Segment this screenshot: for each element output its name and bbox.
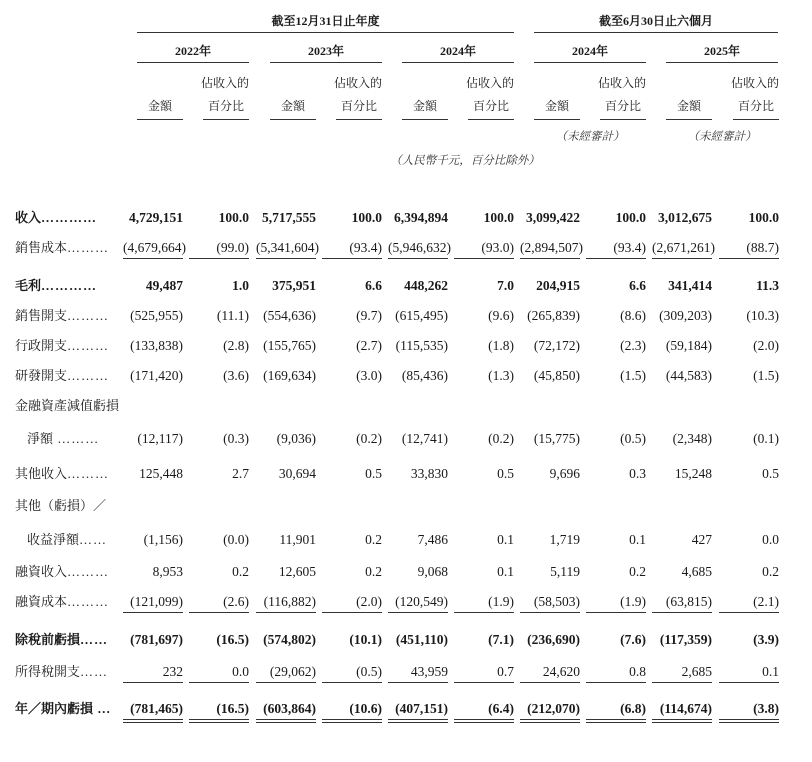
percent-cell: (3.8): [719, 697, 779, 721]
col-header-rule: [600, 119, 646, 120]
percent-cell: (3.0): [356, 368, 382, 383]
amount-cell: (554,636): [263, 308, 316, 323]
amount-cell: (29,062): [256, 660, 316, 684]
col-header-pct-line2: 百分比: [737, 99, 774, 113]
row-label: 淨額 ………: [27, 431, 100, 446]
year-header-2024: 2024年: [439, 44, 476, 58]
col-header-pct-line1: 佔收入的: [465, 76, 514, 90]
col-header-amount: 金額: [280, 99, 305, 113]
percent-cell: 0.2: [629, 564, 646, 579]
row-label: 其他收入………: [15, 466, 110, 481]
amount-cell: 3,012,675: [658, 210, 712, 225]
amount-cell: (4,679,664): [123, 236, 183, 260]
percent-cell: (7.1): [488, 632, 514, 647]
percent-cell: (88.7): [719, 236, 779, 260]
percent-cell: 100.0: [615, 210, 646, 225]
percent-cell: (93.4): [322, 236, 382, 260]
amount-cell: (615,495): [395, 308, 448, 323]
table-row: [0, 628, 812, 652]
percent-cell: (0.3): [223, 431, 249, 446]
percent-cell: 0.1: [497, 564, 514, 579]
percent-cell: (10.6): [322, 697, 382, 721]
amount-cell: (63,815): [652, 590, 712, 614]
percent-cell: (93.4): [586, 236, 646, 260]
unaudited-note-2025: （未經審計）: [687, 131, 757, 143]
amount-cell: 43,959: [388, 660, 448, 684]
percent-cell: (2.7): [356, 338, 382, 353]
year-rule: [534, 62, 646, 63]
amount-cell: 8,953: [152, 564, 183, 579]
unaudited-note-2024: （未經審計）: [555, 131, 625, 143]
percent-cell: 100.0: [483, 210, 514, 225]
percent-cell: 100.0: [218, 210, 249, 225]
row-label: 年／期內虧損 …: [15, 701, 112, 716]
percent-cell: (2.0): [322, 590, 382, 614]
amount-cell: (59,184): [665, 338, 712, 353]
year-header-2022: 2022年: [174, 44, 211, 58]
amount-cell: 375,951: [272, 278, 316, 293]
amount-cell: 11,901: [279, 532, 316, 547]
amount-cell: (116,882): [256, 590, 316, 614]
amount-cell: (574,802): [263, 632, 316, 647]
table-row: [0, 660, 812, 684]
year-rule: [402, 62, 514, 63]
row-label: 金融資產減值虧損: [15, 398, 120, 413]
row-label: 收益淨額……: [27, 532, 108, 547]
year-header-2025-interim: 2025年: [703, 44, 740, 58]
percent-cell: 6.6: [629, 278, 646, 293]
amount-cell: 1,719: [549, 532, 580, 547]
percent-cell: (1.8): [488, 338, 514, 353]
header-interim-period: 截至6月30日止六個月: [598, 14, 713, 28]
amount-cell: 15,248: [674, 466, 712, 481]
table-row: [0, 560, 812, 584]
col-header-pct-line1: 佔收入的: [333, 76, 382, 90]
row-label: 收入…………: [15, 210, 98, 225]
unit-note: （人民幣千元，百分比除外）: [390, 155, 540, 167]
amount-cell: (44,583): [665, 368, 712, 383]
table-row: [0, 334, 812, 358]
percent-cell: (1.9): [454, 590, 514, 614]
amount-cell: (15,775): [533, 431, 580, 446]
table-row: [0, 236, 812, 260]
percent-cell: 0.5: [762, 466, 779, 481]
amount-cell: 125,448: [139, 466, 183, 481]
table-row: [0, 206, 812, 230]
amount-cell: 4,685: [681, 564, 712, 579]
amount-cell: 4,729,151: [129, 210, 183, 225]
percent-cell: (2.3): [620, 338, 646, 353]
amount-cell: (407,151): [388, 697, 448, 721]
table-row: [0, 364, 812, 388]
amount-cell: 5,119: [550, 564, 580, 579]
percent-cell: 0.0: [762, 532, 779, 547]
percent-cell: 0.5: [497, 466, 514, 481]
year-rule: [270, 62, 382, 63]
percent-cell: (0.5): [322, 660, 382, 684]
percent-cell: 0.1: [719, 660, 779, 684]
percent-cell: (8.6): [620, 308, 646, 323]
amount-cell: 448,262: [404, 278, 448, 293]
col-header-amount: 金額: [544, 99, 569, 113]
amount-cell: 232: [123, 660, 183, 684]
amount-cell: 6,394,894: [394, 210, 448, 225]
amount-cell: 49,487: [145, 278, 183, 293]
amount-cell: (5,946,632): [388, 236, 448, 260]
amount-cell: (309,203): [659, 308, 712, 323]
percent-cell: (1.5): [753, 368, 779, 383]
amount-cell: (603,864): [256, 697, 316, 721]
percent-cell: 0.1: [629, 532, 646, 547]
percent-cell: 100.0: [748, 210, 779, 225]
row-label: 融資收入………: [15, 564, 110, 579]
percent-cell: 0.3: [629, 466, 646, 481]
amount-cell: (2,348): [672, 431, 712, 446]
amount-cell: 341,414: [668, 278, 712, 293]
col-header-pct-line1: 佔收入的: [200, 76, 249, 90]
amount-cell: (114,674): [652, 697, 712, 721]
row-label: 融資成本………: [15, 594, 110, 609]
row-label: 銷售開支………: [15, 308, 110, 323]
percent-cell: 6.6: [365, 278, 382, 293]
amount-cell: (2,671,261): [652, 236, 712, 260]
percent-cell: 0.5: [365, 466, 382, 481]
percent-cell: 2.7: [232, 466, 249, 481]
col-header-pct-line1: 佔收入的: [597, 76, 646, 90]
amount-cell: (72,172): [533, 338, 580, 353]
amount-cell: (1,156): [143, 532, 183, 547]
amount-cell: (9,036): [276, 431, 316, 446]
col-header-amount: 金額: [676, 99, 701, 113]
amount-cell: (171,420): [130, 368, 183, 383]
amount-cell: 427: [691, 532, 712, 547]
row-label: 毛利…………: [15, 278, 98, 293]
col-header-amount: 金額: [412, 99, 437, 113]
percent-cell: 0.8: [586, 660, 646, 684]
amount-cell: (169,634): [263, 368, 316, 383]
col-header-pct-line2: 百分比: [604, 99, 641, 113]
percent-cell: 0.2: [365, 564, 382, 579]
col-header-rule: [402, 119, 448, 120]
amount-cell: (12,117): [137, 431, 183, 446]
table-row: [0, 427, 812, 451]
percent-cell: (3.9): [753, 632, 779, 647]
amount-cell: 3,099,422: [526, 210, 580, 225]
year-header-2023: 2023年: [307, 44, 344, 58]
percent-cell: (11.1): [216, 308, 249, 323]
col-header-rule: [137, 119, 183, 120]
amount-cell: (133,838): [130, 338, 183, 353]
percent-cell: 0.0: [189, 660, 249, 684]
table-row: [0, 304, 812, 328]
row-label: 研發開支………: [15, 368, 110, 383]
percent-cell: 7.0: [497, 278, 514, 293]
col-header-pct-line2: 百分比: [340, 99, 377, 113]
amount-cell: (58,503): [520, 590, 580, 614]
percent-cell: 100.0: [351, 210, 382, 225]
col-header-rule: [203, 119, 249, 120]
col-header-amount: 金額: [147, 99, 172, 113]
amount-cell: (5,341,604): [256, 236, 316, 260]
amount-cell: 33,830: [410, 466, 448, 481]
year-rule: [666, 62, 778, 63]
amount-cell: 12,605: [278, 564, 316, 579]
percent-cell: (9.6): [488, 308, 514, 323]
amount-cell: (451,110): [395, 632, 448, 647]
percent-cell: (3.6): [223, 368, 249, 383]
percent-cell: 0.1: [497, 532, 514, 547]
amount-cell: 30,694: [278, 466, 316, 481]
amount-cell: (12,741): [401, 431, 448, 446]
percent-cell: (2.1): [719, 590, 779, 614]
percent-cell: (99.0): [189, 236, 249, 260]
percent-cell: (0.2): [488, 431, 514, 446]
amount-cell: (265,839): [527, 308, 580, 323]
col-header-rule: [733, 119, 779, 120]
amount-cell: (45,850): [533, 368, 580, 383]
amount-cell: (155,765): [263, 338, 316, 353]
amount-cell: 204,915: [536, 278, 580, 293]
percent-cell: (7.6): [620, 632, 646, 647]
percent-cell: 0.7: [454, 660, 514, 684]
percent-cell: (10.3): [746, 308, 779, 323]
percent-cell: 11.3: [756, 278, 779, 293]
row-label: 所得稅開支……: [15, 664, 109, 679]
amount-cell: (85,436): [401, 368, 448, 383]
col-header-pct-line1: 佔收入的: [730, 76, 779, 90]
percent-cell: (0.0): [223, 532, 249, 547]
percent-cell: (6.8): [586, 697, 646, 721]
table-row: [0, 462, 812, 486]
percent-cell: (2.8): [223, 338, 249, 353]
header-annual-period: 截至12月31日止年度: [271, 14, 380, 28]
amount-cell: 5,717,555: [262, 210, 316, 225]
amount-cell: 9,696: [549, 466, 580, 481]
percent-cell: (1.9): [586, 590, 646, 614]
percent-cell: 1.0: [232, 278, 249, 293]
percent-cell: (93.0): [454, 236, 514, 260]
percent-cell: (16.5): [216, 632, 249, 647]
col-header-rule: [336, 119, 382, 120]
table-row: [0, 394, 812, 418]
percent-cell: 0.2: [365, 532, 382, 547]
percent-cell: (2.0): [753, 338, 779, 353]
amount-cell: 7,486: [417, 532, 448, 547]
row-label: 除稅前虧損……: [15, 632, 109, 647]
percent-cell: (10.1): [349, 632, 382, 647]
row-label: 銷售成本………: [15, 240, 110, 255]
table-row: [0, 274, 812, 298]
col-header-pct-line2: 百分比: [472, 99, 509, 113]
header-rule-annual: [137, 32, 514, 33]
table-row: [0, 590, 812, 614]
amount-cell: (120,549): [388, 590, 448, 614]
amount-cell: (236,690): [527, 632, 580, 647]
amount-cell: (115,535): [395, 338, 448, 353]
header-rule-interim: [534, 32, 778, 33]
percent-cell: (0.1): [753, 431, 779, 446]
col-header-rule: [270, 119, 316, 120]
row-label: 其他（虧損）／: [15, 498, 107, 513]
percent-cell: (2.6): [189, 590, 249, 614]
row-label: 行政開支………: [15, 338, 110, 353]
col-header-rule: [468, 119, 514, 120]
amount-cell: (212,070): [520, 697, 580, 721]
table-row: [0, 494, 812, 518]
percent-cell: (6.4): [454, 697, 514, 721]
amount-cell: (781,465): [123, 697, 183, 721]
amount-cell: 9,068: [417, 564, 448, 579]
amount-cell: 2,685: [652, 660, 712, 684]
year-header-2024-interim: 2024年: [571, 44, 608, 58]
amount-cell: (121,099): [123, 590, 183, 614]
percent-cell: (9.7): [356, 308, 382, 323]
col-header-rule: [534, 119, 580, 120]
col-header-rule: [666, 119, 712, 120]
percent-cell: (16.5): [189, 697, 249, 721]
table-row: [0, 528, 812, 552]
amount-cell: 24,620: [520, 660, 580, 684]
percent-cell: (1.5): [620, 368, 646, 383]
percent-cell: (0.2): [356, 431, 382, 446]
table-row: [0, 697, 812, 721]
year-rule: [137, 62, 249, 63]
percent-cell: 0.2: [762, 564, 779, 579]
amount-cell: (117,359): [659, 632, 712, 647]
col-header-pct-line2: 百分比: [207, 99, 244, 113]
percent-cell: 0.2: [232, 564, 249, 579]
percent-cell: (1.3): [488, 368, 514, 383]
amount-cell: (2,894,507): [520, 236, 580, 260]
amount-cell: (525,955): [130, 308, 183, 323]
amount-cell: (781,697): [130, 632, 183, 647]
percent-cell: (0.5): [620, 431, 646, 446]
